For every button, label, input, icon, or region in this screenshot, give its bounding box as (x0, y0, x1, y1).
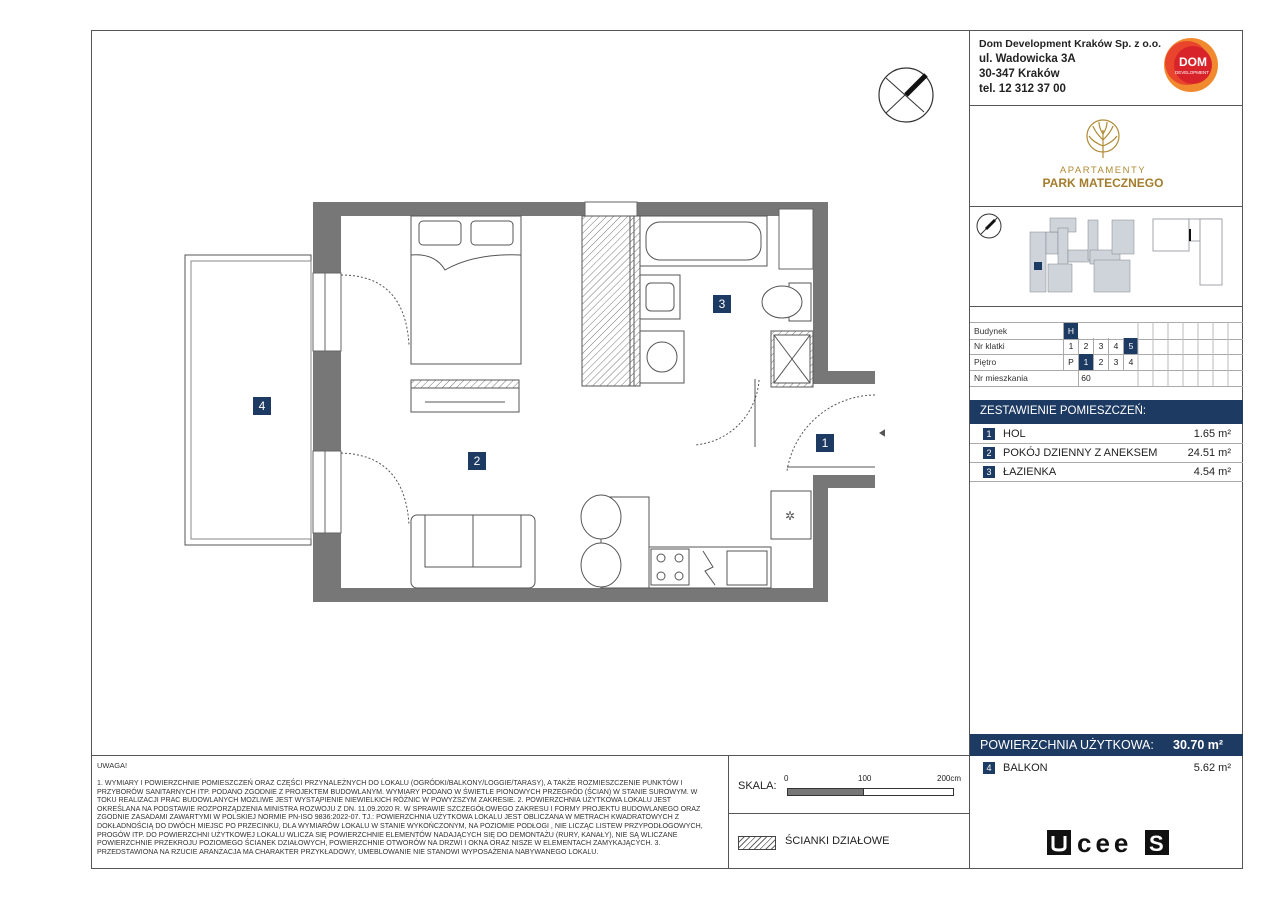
room-area: 4.54 m² (1193, 466, 1231, 478)
svg-text:S: S (1149, 831, 1164, 856)
company-phone: tel. 12 312 37 00 (979, 83, 1066, 95)
project-sub: APARTAMENTY (1059, 165, 1147, 176)
room-area: 24.51 m² (1187, 447, 1231, 459)
company-street: ul. Wadowicka 3A (979, 53, 1076, 65)
floor-plan (175, 195, 885, 607)
notes-text: 1. WYMIARY I POWIERZCHNIE POMIESZCZEŃ ORAZ CZĘŚCI PRZYNALEŻNYCH DO LOKALU (OGRÓDKI/BALKONY/LOGGIE/TARASY), A TAKŻE ROZMIESZCZENIE PUNKTÓW I PRZYBORÓW SANITARNYCH ITP. PODANO ZGODNIE Z PROJEKTEM BUDOWLANYM. WYMIARY PODANO W ŚWIETLE PIONOWYCH PRZEGRÓD (ŚCIAN) W STANIE SUROWYM. W TOKU REALIZACJI PRAC BUDOWLANYCH MOŻLIWE JEST WYSTĄPIENIE NIEWIELKICH RÓŻNIC W POWYŻSZYM ZAKRESIE. 2. POWIERZCHNIA UŻYTKOWA LOKALU JEST OKREŚLANA NA PODSTAWIE ROZPORZĄDZENIA MINISTRA ROZWOJU Z DN. 11.09.2020 R. W SPRAWIE SZCZEGÓŁOWEGO ZAKRESU I FORMY PROJEKTU BUDOWLANEGO ORAZ ZGODNIE ZASADAMI ZAWARTYMI W POLSKIEJ NORMIE PN-ISO 9836:2022-07. TJ.: POWIERZCHNIA UŻYTKOWA LOKALU JEST OBLICZANA W METRACH KWADRATOWYCH Z DOKŁADNOŚCIĄ DO DWÓCH MIEJSC PO PRZECINKU, DLA WYMIARÓW LOKALU W STANIE WYKOŃCZONYM, NA POZIOMIE PODŁOGI , NIE LICZĄC LISTEW PRZYPODŁOGOWYCH, PROGÓW ITP. DO POWIERZCHNI UŻYTKOWEJ LOKALU WLICZA SIĘ POWIERZCHNIE ELEMENTÓW NADAJĄCYCH SIĘ DO DEMONTAŻU (RURY, KANAŁY), NIE SĄ WLICZANE POWIERZCHNIE PRZEKROJU POZIOMEGO ŚCIANEK DZIAŁOWYCH, POWIERZCHNIE OTWORÓW NA DRZWI I OKNA ORAZ NISZE W ELEMENTACH ZAMYKAJĄCYCH. 3. PRZEDSTAWIONA NA RZUCIE ARANŻACJA MA CHARAKTER PRZYKŁADOWY, UMEBLOWANIE NIE STANOWI WYPOSAŻENIA NABYWANEGO LOKALU. (97, 779, 703, 856)
svg-text:DOM: DOM (1179, 55, 1207, 69)
floor-cell-selected: 1 (1078, 354, 1093, 370)
company-city: 30-347 Kraków (979, 68, 1060, 80)
stair-cell: 1 (1063, 338, 1078, 354)
room-number: 2 (983, 447, 995, 459)
room-number: 1 (983, 428, 995, 440)
scale-tick: 0 (784, 774, 789, 783)
scale-tick: 100 (858, 774, 872, 783)
room-name: POKÓJ DZIENNY Z ANEKSEM (1003, 447, 1158, 459)
company-block (979, 37, 1161, 97)
total-area-bar (970, 734, 1243, 756)
project-name: PARK MATECZNEGO (1042, 176, 1164, 190)
project-logo (1033, 118, 1173, 193)
total-label: POWIERZCHNIA UŻYTKOWA: (980, 738, 1154, 752)
building-outline-map (1150, 215, 1240, 295)
room-name: ŁAZIENKA (1003, 466, 1057, 478)
plan-marker: 4 (253, 397, 271, 415)
scale-bar (787, 785, 957, 803)
company-name: Dom Development Kraków Sp. z o.o. (979, 38, 1162, 50)
room-area: 5.62 m² (1193, 762, 1231, 774)
total-value: 30.70 m² (1173, 738, 1224, 752)
plan-marker: 2 (468, 452, 486, 470)
room-row (970, 425, 1243, 444)
building-value: H (1063, 323, 1078, 339)
stair-cell-selected: 5 (1123, 338, 1138, 354)
compass-small-icon (975, 212, 1003, 245)
plan-marker: 3 (713, 295, 731, 313)
svg-text:✲: ✲ (785, 509, 796, 523)
stair-cell: 4 (1108, 338, 1123, 354)
divider (969, 206, 1243, 207)
uceeS-logo (1047, 828, 1172, 863)
floor-cell: 4 (1123, 354, 1138, 370)
rooms-header-text: ZESTAWIENIE POMIESZCZEŃ: (980, 405, 1147, 417)
floor-cell: P (1063, 354, 1078, 370)
flat-label: Nr mieszkania (974, 373, 1028, 383)
room-number: 4 (983, 762, 995, 774)
room-name: HOL (1003, 428, 1026, 440)
scale-tick: 200cm (937, 774, 962, 783)
room-number: 3 (983, 466, 995, 478)
plan-marker: 1 (816, 434, 834, 452)
divider (728, 755, 729, 869)
legend-label: ŚCIANKI DZIAŁOWE (785, 835, 890, 847)
flat-value: 60 (1078, 370, 1093, 386)
scale-label: SKALA: (738, 780, 777, 792)
rooms-header (970, 400, 1243, 424)
floor-label: Piętro (974, 357, 997, 367)
room-row (970, 444, 1243, 463)
stair-cell: 3 (1093, 338, 1108, 354)
building-label: Budynek (974, 326, 1008, 336)
floor-cell: 3 (1108, 354, 1123, 370)
notes-title: UWAGA! (97, 761, 128, 770)
stair-label: Nr klatki (974, 341, 1005, 351)
room-name: BALKON (1003, 762, 1048, 774)
site-plan-map (1028, 214, 1136, 299)
room-row (970, 463, 1243, 482)
svg-text:cee: cee (1077, 828, 1133, 858)
tree-icon (1083, 118, 1123, 160)
divider (728, 813, 969, 814)
balcony-row (970, 759, 1243, 777)
svg-text:DEVELOPMENT: DEVELOPMENT (1175, 70, 1210, 75)
floor-cell: 2 (1093, 354, 1108, 370)
divider (969, 105, 1243, 106)
north-arrow-icon (876, 66, 936, 131)
stair-cell: 2 (1078, 338, 1093, 354)
room-area: 1.65 m² (1193, 428, 1231, 440)
divider (969, 306, 1243, 307)
dom-development-logo (1156, 36, 1226, 94)
hatch-legend-swatch (738, 836, 776, 850)
